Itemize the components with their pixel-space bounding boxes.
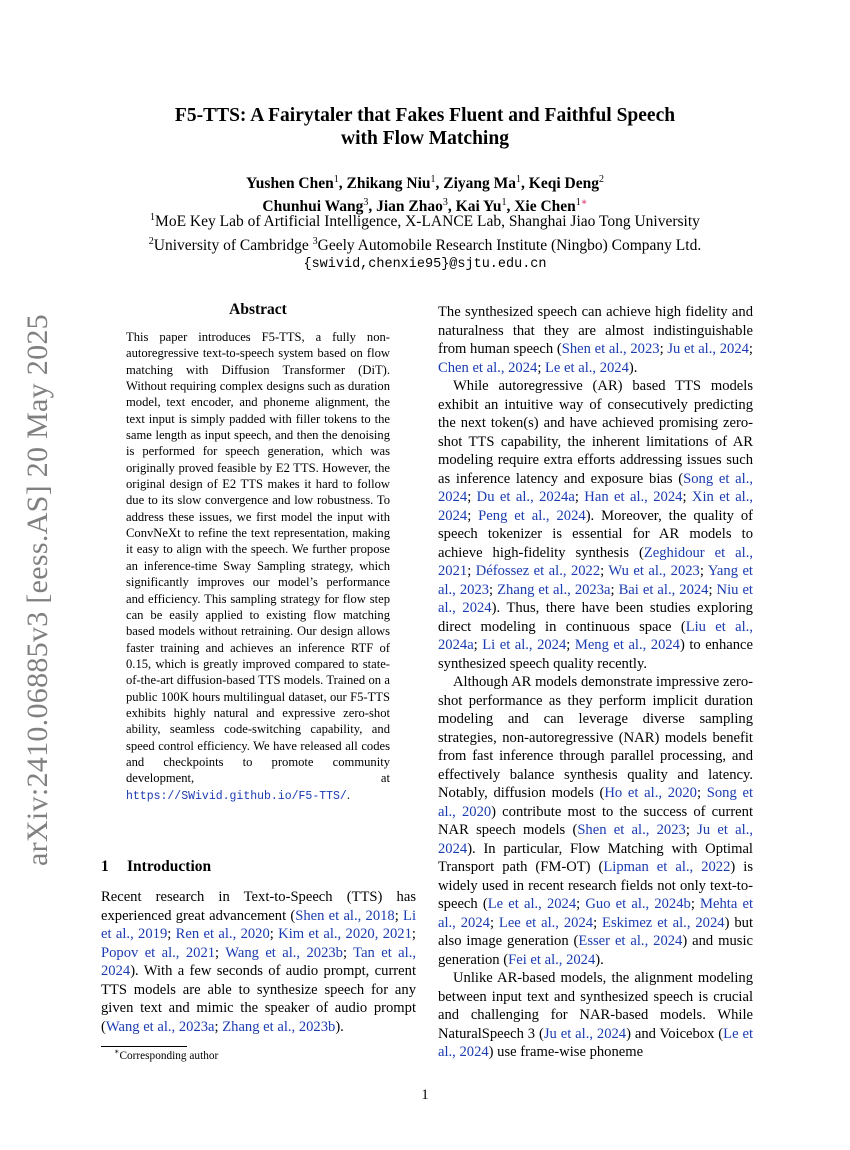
author-name: Ziyang Ma — [443, 175, 517, 193]
paper-title — [0, 104, 850, 150]
section-heading-introduction — [101, 858, 211, 876]
affiliation-line-2: $^2$University of Cambridge $^3$Geely Automobile Research Institute (Ningbo) Company Ltd. — [148, 235, 702, 254]
affiliation-marker: 1 — [501, 197, 507, 209]
right-column — [438, 303, 753, 1062]
citation-link[interactable]: Le et al., 2024 — [438, 1025, 753, 1060]
citation-link[interactable]: Ren et al., 2020 — [175, 926, 270, 942]
citation-link[interactable]: Guo et al., 2024b — [585, 896, 691, 912]
citation-link[interactable]: Ju et al., 2024 — [438, 822, 753, 857]
citation-link[interactable]: Peng et al., 2024 — [478, 507, 586, 524]
author-name: Xie Chen — [514, 198, 576, 216]
citation-link[interactable]: Shen et al., 2023 — [577, 822, 686, 838]
abstract-body: This paper introduces F5-TTS, a fully non-autoregressive text-to-speech system based on flow matching with Diffusion Transformer (DiT). Without requiring complex designs such as duration model, text encoder, and phoneme alignment, the text input is simply padded with filler tokens to the same length as input speech, and then the denoising is performed for speech generation, which was originally proved feasible by E2 TTS. However, the original design of E2 TTS makes it hard to follow due to its slow convergence and low robustness. To address these issues, we first model the input with ConvNeXt to refine the text representation, making it easy to align with the speech. We further propose an inference-time Sway Sampling strategy, which significantly improves our model’s performance and efficiency. This sampling strategy for flow step can be easily applied to existing flow matching based models without retraining. Our design allows faster training and achieves an inference RTF of 0.15, which is greatly improved compared to state-of-the-art diffusion-based TTS models. Trained on a public 100K hours multilingual dataset, our F5-TTS exhibits highly natural and expressive zero-shot ability, seamless code-switching capability, and speed control efficiency. We have released all codes and checkpoints to promote community development, at https://SWivid.github.io/F5-TTS/. — [126, 330, 390, 803]
author-name: Yushen Chen — [246, 175, 334, 193]
citation-link[interactable]: Eskimez et al., 2024 — [602, 914, 725, 931]
author-line-1: Yushen Chen$^1$, Zhikang Niu$^1$, Ziyang Ma$^1$, Keqi Deng$^2$ — [246, 174, 604, 193]
intro-paragraph-ar-models: While autoregressive (AR) based TTS models exhibit an intuitive way of consecutively predicting the next token(s) and have achieved promising zero-shot TTS capability, the inherent limitations of AR modeling require extra efforts addressing issues such as inference latency and exposure bias (Song et al., 2024; Du et al., 2024a; Han et al., 2024; Xin et al., 2024; Peng et al., 2024). Moreover, the quality of speech tokenizer is essential for AR models to achieve high-fidelity synthesis (Zeghidour et al., 2021; Défossez et al., 2022; Wu et al., 2023; Yang et al., 2023; Zhang et al., 2023a; Bai et al., 2024; Niu et al., 2024). Thus, there have been studies exploring direct modeling in continuous space (Liu et al., 2024a; Li et al., 2024; Meng et al., 2024) to enhance synthesized speech quality recently. — [438, 378, 754, 672]
citation-link[interactable]: Ju et al., 2024 — [543, 1025, 627, 1042]
section-number: 1 — [101, 858, 109, 875]
citation-link[interactable]: Bai et al., 2024 — [618, 581, 709, 598]
citation-link[interactable]: Niu et al., 2024 — [438, 581, 753, 616]
citation-link[interactable]: Lee et al., 2024 — [498, 914, 594, 931]
arxiv-side-stamp: arXiv:2410.06885v3 [eess.AS] 20 May 2025 — [21, 314, 54, 866]
abstract-heading: Abstract — [229, 301, 287, 318]
citation-link[interactable]: Han et al., 2024 — [584, 489, 683, 505]
affiliation-marker: 1∗ — [575, 197, 588, 209]
footnote — [114, 1047, 218, 1062]
affiliation-marker: 1 — [333, 174, 339, 185]
affiliation-marker: 1 — [516, 174, 522, 185]
author-name: Jian Zhao — [376, 198, 443, 216]
citation-link[interactable]: Kim et al., 2020, 2021 — [278, 926, 412, 942]
citation-link[interactable]: Le et al., 2024 — [487, 896, 577, 912]
intro-paragraph-1: Recent research in Text-to-Speech (TTS) has experienced great advancement (Shen et al., 2018; Li et al., 2019; Ren et al., 2020; Kim et al., 2020, 2021; Popov et al., 2021; Wang et al., 2023b; Tan et al., 2024). With a few seconds of audio prompt, current TTS models are able to synthesize speech for any given text and mimic the speaker of audio prompt (Wang et al., 2023a; Zhang et al., 2023b). — [101, 889, 417, 1035]
citation-link[interactable]: Zhang et al., 2023a — [497, 581, 611, 598]
citation-link[interactable]: Le et al., 2024 — [545, 359, 629, 376]
citation-link[interactable]: Lipman et al., 2022 — [603, 859, 731, 875]
citation-link[interactable]: Shen et al., 2023 — [561, 341, 660, 357]
intro-paragraph-alignment: Unlike AR-based models, the alignment modeling between input text and synthesized speech is crucial and challenging for NAR-based models. While NaturalSpeech 3 (Ju et al., 2024) and Voicebox (Le et al., 2024) use frame-wise phoneme — [438, 970, 753, 1060]
project-link[interactable]: https://SWivid.github.io/F5-TTS/ — [126, 789, 347, 803]
section-title: Introduction — [127, 858, 212, 875]
page-number: 1 — [421, 1087, 429, 1103]
affiliation-marker: 3 — [442, 197, 448, 209]
corresponding-author-mark: ∗ — [580, 197, 588, 209]
intro-paragraph-nar-models: Although AR models demonstrate impressive zero-shot performance as they perform implicit duration modeling and can leverage diverse sampling strategies, non-autoregressive (NAR) models benefit from fast inference through parallel processing, and effectively balance synthesis quality and latency. Notably, diffusion models (Ho et al., 2020; Song et al., 2020) contribute most to the success of current NAR speech models (Shen et al., 2023; Ju et al., 2024). In particular, Flow Matching with Optimal Transport path (FM-OT) (Lipman et al., 2022) is widely used in recent research fields not only text-to-speech (Le et al., 2024; Guo et al., 2024b; Mehta et al., 2024; Lee et al., 2024; Eskimez et al., 2024) but also image generation (Esser et al., 2024) and music generation (Fei et al., 2024). — [438, 674, 754, 968]
citation-link[interactable]: Wang et al., 2023b — [225, 944, 343, 961]
citation-link[interactable]: Li et al., 2019 — [101, 907, 417, 942]
citation-link[interactable]: Du et al., 2024a — [476, 489, 575, 505]
intro-paragraph-continued: The synthesized speech can achieve high fidelity and naturalness that they are almost indistinguishable from human speech (Shen et al., 2023; Ju et al., 2024; Chen et al., 2024; Le et al., 2024). — [438, 304, 753, 376]
author-name: Keqi Deng — [528, 175, 599, 193]
citation-link[interactable]: Liu et al., 2024a — [438, 618, 753, 653]
citation-link[interactable]: Ho et al., 2020 — [604, 785, 697, 801]
citation-link[interactable]: Popov et al., 2021 — [101, 944, 216, 961]
citation-link[interactable]: Zeghidour et al., 2021 — [438, 544, 753, 579]
citation-link[interactable]: Xin et al., 2024 — [438, 489, 754, 524]
citation-link[interactable]: Ju et al., 2024 — [667, 341, 749, 357]
citation-link[interactable]: Wu et al., 2023 — [608, 563, 700, 579]
author-name: Zhikang Niu — [346, 175, 431, 193]
affiliation-marker: 1 — [430, 174, 436, 185]
citation-link[interactable]: Fei et al., 2024 — [508, 951, 596, 968]
title-line-2: with Flow Matching — [341, 128, 509, 149]
citation-link[interactable]: Tan et al., 2024 — [101, 944, 416, 979]
citation-link[interactable]: Mehta et al., 2024 — [438, 896, 754, 931]
author-email: {swivid,chenxie95}@sjtu.edu.cn — [303, 257, 547, 273]
citation-link[interactable]: Meng et al., 2024 — [574, 637, 680, 653]
citation-link[interactable]: Song et al., 2020 — [438, 785, 754, 820]
title-line-1: F5-TTS: A Fairytaler that Fakes Fluent and Faithful Speech — [174, 105, 676, 126]
author-name: Kai Yu — [455, 198, 502, 216]
citation-link[interactable]: Esser et al., 2024 — [578, 933, 683, 949]
citation-link[interactable]: Défossez et al., 2022 — [475, 563, 601, 579]
citation-link[interactable]: Yang et al., 2023 — [438, 563, 753, 598]
citation-link[interactable]: Chen et al., 2024 — [438, 359, 538, 376]
citation-link[interactable]: Wang et al., 2023a — [105, 1018, 215, 1035]
citation-link[interactable]: Li et al., 2024 — [482, 637, 567, 653]
affiliation-marker: 3 — [363, 197, 369, 209]
citation-link[interactable]: Zhang et al., 2023b — [222, 1018, 336, 1035]
citation-link[interactable]: Song et al., 2024 — [438, 470, 753, 505]
footnote-mark: ∗ — [114, 1047, 120, 1056]
affiliation-marker: 2 — [598, 174, 604, 185]
citation-link[interactable]: Shen et al., 2018 — [295, 907, 395, 924]
affiliations — [0, 208, 850, 275]
affiliation-line-1: $^1$MoE Key Lab of Artificial Intelligence, X-LANCE Lab, Shanghai Jiao Tong University — [150, 212, 700, 231]
author-name: Chunhui Wang — [262, 198, 364, 216]
author-line-2: Chunhui Wang$^3$, Jian Zhao$^3$, Kai Yu$^1$, Xie Chen$^{1∗}$ — [262, 197, 588, 216]
footnote-text: Corresponding author — [119, 1049, 219, 1062]
